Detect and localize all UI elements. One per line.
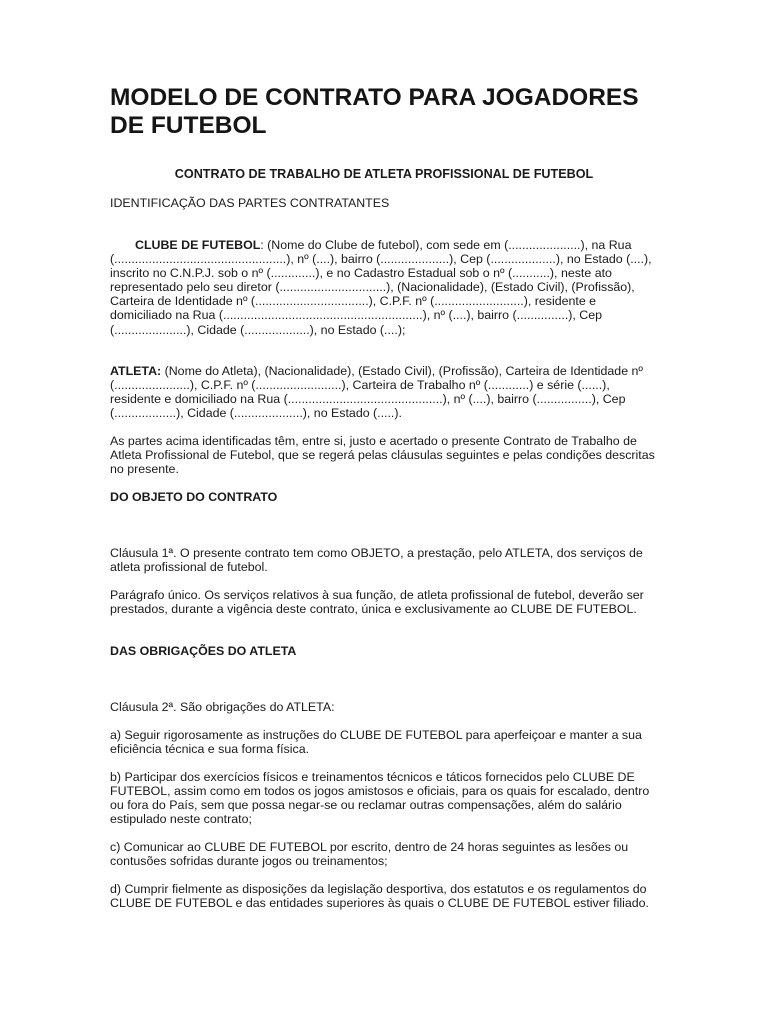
atleta-text: (Nome do Atleta), (Nacionalidade), (Estado Civil), (Profissão), Carteira de Identidade nº (......................), C.P.F. nº (.........................), Carteira de Trabalho nº (............) e série (......), residente e domiciliado na Rua (.............................................), nº (....), bairro (................), Cep (..................), Cidade (....................), no Estado (.....). — [110, 364, 643, 421]
document-title: MODELO DE CONTRATO PARA JOGADORES DE FUTEBOL — [110, 84, 639, 139]
atleta-paragraph — [110, 364, 658, 420]
obrigacao-item-b: b) Participar dos exercícios físicos e treinamentos técnicos e táticos fornecidos pelo CLUBE DE FUTEBOL, assim como em todos os jogos amistosos e oficiais, para os quais for escalado, dentro ou fora do País, sem que possa negar-se ou reclamar outras compensações, além do salário estipulado neste contrato; — [110, 770, 650, 827]
section-heading-objeto: DO OBJETO DO CONTRATO — [110, 490, 278, 504]
paragrafo-unico: Parágrafo único. Os serviços relativos à sua função, de atleta profissional de futebol, deverão ser prestados, durante a vigência deste contrato, única e exclusivamente ao CLUBE DE FUTEBOL. — [110, 588, 644, 617]
contract-subtitle: CONTRATO DE TRABALHO DE ATLETA PROFISSIONAL DE FUTEBOL — [174, 167, 594, 181]
clube-label: CLUBE DE FUTEBOL — [135, 238, 261, 252]
clube-text: : (Nome do Clube de futebol), com sede em (.....................), na Rua (..................................................), nº (....), bairro (....................), Cep (...................), no Estado (....), inscrito no C.N.P.J. sob o nº (.............), e no Cadastro Estadual sob o nº (...........), neste ato representado pelo seu diretor (...............................), (Nacionalidade), (Estado Civil), (Profissão), Carteira de Identidade nº (.................................), C.P.F. nº (..........................), residente e domiciliado na Rua (..........................................................), nº (....), bairro (...............), Cep (.....................), Cidade (...................), no Estado (....); — [110, 238, 652, 337]
obrigacao-item-c: c) Comunicar ao CLUBE DE FUTEBOL por escrito, dentro de 24 horas seguintes as lesões ou contusões sofridas durante jogos ou treinamentos; — [110, 840, 629, 869]
clausula-1: Cláusula 1ª. O presente contrato tem como OBJETO, a prestação, pelo ATLETA, dos serviços de atleta profissional de futebol. — [110, 546, 643, 575]
parties-statement: As partes acima identificadas têm, entre si, justo e acertado o presente Contrato de Trabalho de Atleta Profissional de Futebol, que se regerá pelas cláusulas seguintes e pelas condições descritas no presente. — [110, 434, 655, 477]
atleta-label: ATLETA: — [110, 364, 162, 378]
clausula-2: Cláusula 2ª. São obrigações do ATLETA: — [110, 700, 335, 714]
parties-heading: IDENTIFICAÇÃO DAS PARTES CONTRATANTES — [110, 196, 390, 210]
clube-paragraph — [110, 238, 658, 337]
obrigacao-item-d: d) Cumprir fielmente as disposições da legislação desportiva, dos estatutos e os regulamentos do CLUBE DE FUTEBOL e das entidades superiores às quais o CLUBE DE FUTEBOL estiver filiado. — [110, 882, 649, 911]
section-heading-obrigacoes: DAS OBRIGAÇÕES DO ATLETA — [110, 644, 297, 658]
obrigacao-item-a: a) Seguir rigorosamente as instruções do CLUBE DE FUTEBOL para aperfeiçoar e manter a sua eficiência técnica e sua forma física. — [110, 728, 642, 757]
